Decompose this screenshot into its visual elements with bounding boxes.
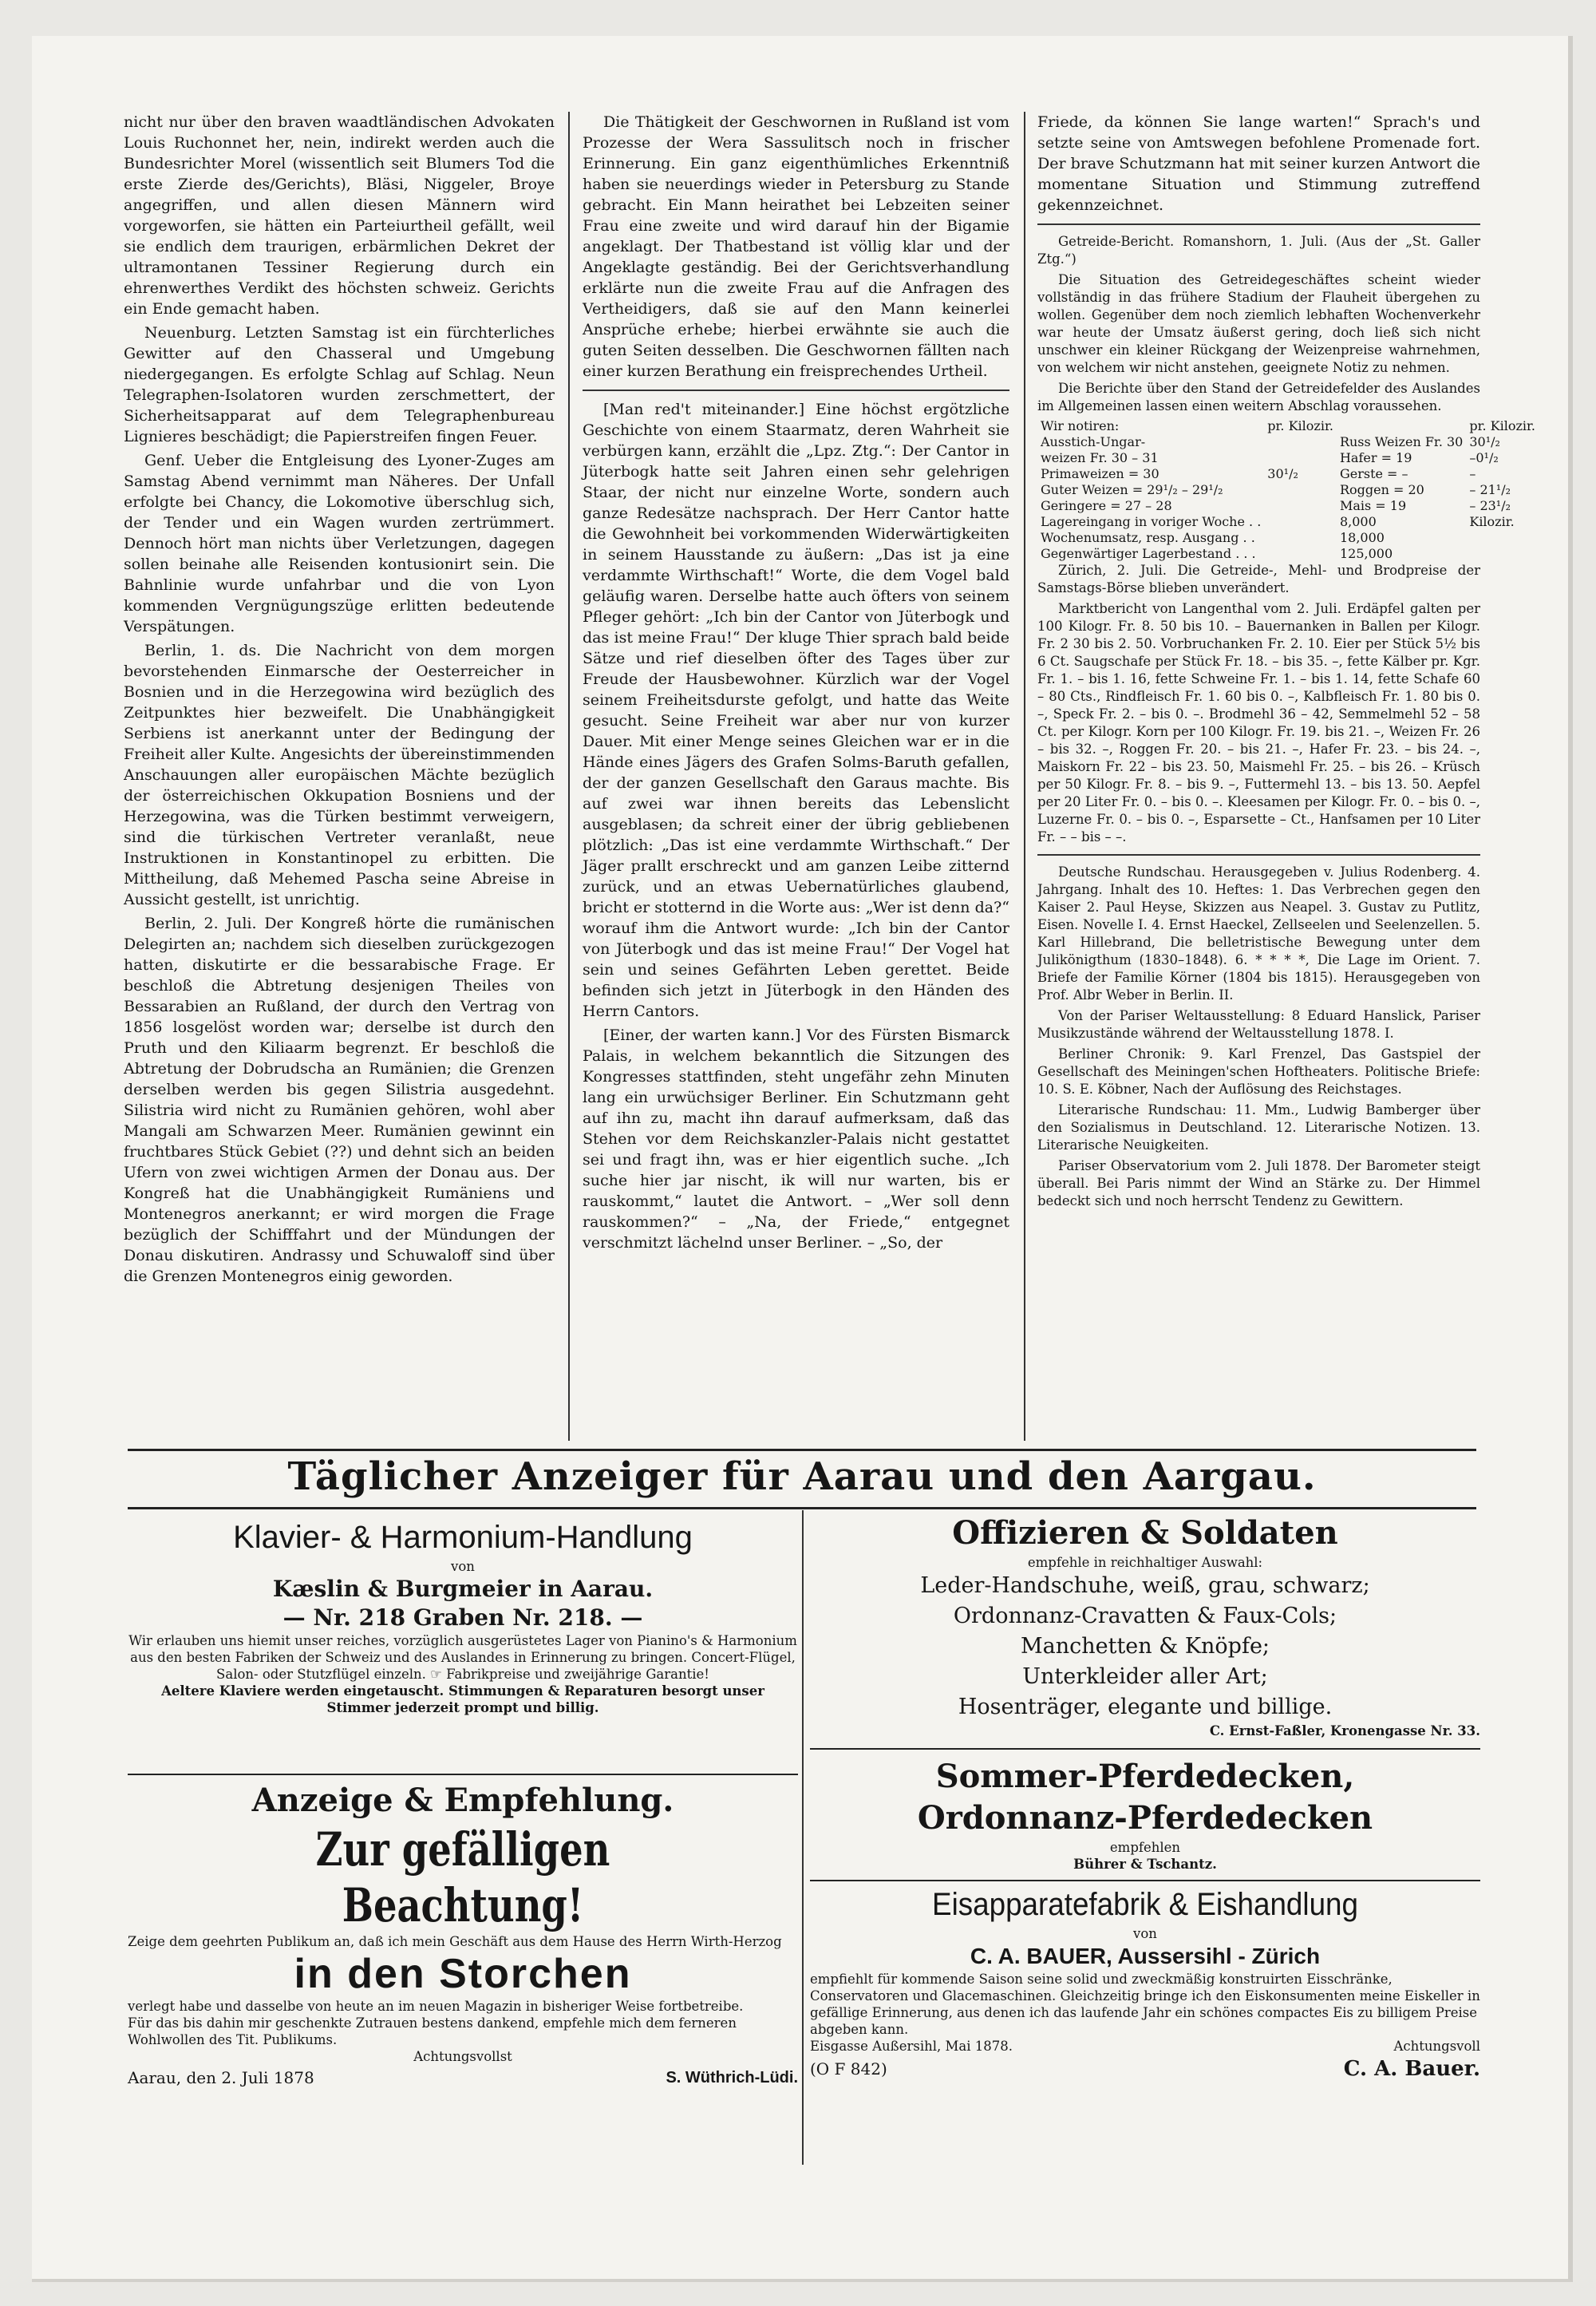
article-divider	[1037, 854, 1480, 856]
article-paragraph: nicht nur über den braven waadtländischen Advokaten Louis Ruchonnet her, nein, indirekt werden auch die Bundesrichter Morel (wissentlich seit Blumers Tod die erste Zierde des/Gerichts), Bläsi, Niggeler, Broye angegriffen, und allen diesen Männern wird vorgeworfen, sie hätten ein Parteiurtheil gefällt, weil sie endlich dem traurigen, erbärmlichen Dekret der ultramontanen Tessiner Regierung durch ein ehrenwerthes Verdikt des höchsten schweiz. Gerichts ein Ende gemacht haben.	[124, 113, 555, 318]
table-header-row	[1037, 418, 1539, 434]
ad-firm: C. A. BAUER, Aussersihl - Zürich	[970, 1944, 1321, 1968]
table-cell	[1466, 530, 1539, 546]
table-cell	[1264, 434, 1337, 450]
table-cell: weizen Fr. 30 – 31	[1041, 450, 1159, 465]
grain-report-text: Die Situation des Getreidegeschäftes scheint wieder vollständig in das frühere Stadium der Flauheit übergehen zu wollen. Gegenüber dem noch ziemlich lebhaften Wochenverkehr war heute der Umsatz äußerst gering, doch ließ sich nicht unschwer ein kleiner Rückgang der Weizenpreise wahrnehmen, von welchem wir nicht anstehen, geeignete Notiz zu nehmen.	[1037, 272, 1480, 375]
article-paragraph: Friede, da können Sie lange warten!“ Sprach's und setzte seine von Amtswegen befohlene Promenade fort. Der brave Schutzmann hat mit seiner kurzen Antwort die momentane Situation und Stimmung zutreffend gekennzeichnet.	[1037, 113, 1480, 214]
article-paragraph: [Man red't miteinander.] Eine höchst ergötzliche Geschichte von einem Staarmatz, deren Wahrheit sie verbürgen kann, erzählt die „Lpz. Ztg.“: Der Cantor in Jüterbogk hatte seit Jahren einen sehr gelehrigen Staar, der nicht nur einzelne Worte, sondern auch ganze Redesätze nachsprach. Der Herr Cantor hatte die Gewohnheit bei vorkommenden Widerwärtigkeiten in seinem Hausstande zu äußern: „Das ist ja eine verdammte Wirthschaft!“ Worte, die dem Vogel bald geläufig waren. Derselbe hatte auch öfters von seinem Pfleger gehört: „Ich bin der Cantor von Jüterbogk und das ist meine Frau!“ Der kluge Thier sprach bald beide Sätze und rief dieselben öfter des Tages über zur Freude der Hausbewohner. Kürzlich war der Vogel seinem Freiheitsdurste gefolgt, und hatte das Weite gesucht. Seine Freiheit war aber nur von kurzer Dauer. Mit einer Menge seines Gleichen war er in die Hände eines Jägers des Grafen Solms-Baruth gefallen, der der ganzen Gesellschaft den Garaus machte. Bis auf zwei war ihnen bereits das Lebenslicht ausgeblasen; da schreit einer der übrig gebliebenen plötzlich: „Das ist eine verdammte Wirthschaft.“ Der Jäger prallt erschreckt und am ganzen Leibe zitternd zurück, und an etwas Uebernatürliches glaubend, bricht er stotternd in die Worte aus: „Wer ist denn da?“ worauf ihm die Antwort wurde: „Ich bin der Cantor von Jüterbogk und das ist meine Frau!“ Der Vogel hat sein und seines Gefährten Leben gerettet. Beide befinden sich jetzt in Jüterbogk in den Händen des Herrn Cantors.	[583, 401, 1009, 1020]
table-row	[1037, 546, 1539, 562]
table-cell: –0¹/₂	[1469, 450, 1499, 465]
table-cell: Geringere = 27 – 28	[1041, 498, 1172, 513]
ad-rule	[810, 1880, 1480, 1881]
observatory-report: Pariser Observatorium vom 2. Juli 1878. Der Barometer steigt überall. Bei Paris nimmt der Wind an Stärke zu. Der Himmel bedeckt sich und noch herrscht Tendenz zu Gewittern.	[1037, 1158, 1480, 1208]
ad-rule	[810, 1748, 1480, 1750]
table-cell: Gerste = –	[1339, 466, 1408, 481]
grain-report-heading: Getreide-Bericht. Romanshorn, 1. Juli. (Aus der „St. Galler Ztg.“)	[1037, 234, 1480, 267]
banner-rule-bottom	[128, 1507, 1476, 1509]
price-table	[1037, 418, 1539, 562]
table-row	[1037, 514, 1539, 530]
banner-rule-top	[128, 1449, 1476, 1451]
ad-signature: C. A. Bauer.	[1343, 2057, 1480, 2081]
column-left	[124, 112, 555, 1290]
table-row	[1037, 498, 1539, 514]
table-cell: Mais = 19	[1339, 498, 1407, 513]
ad-offiziere	[810, 1513, 1480, 1739]
table-cell: Guter Weizen = 29¹/₂ – 29¹/₂	[1041, 482, 1223, 497]
ad-von: von	[451, 1559, 475, 1574]
table-cell	[1264, 498, 1337, 514]
table-cell	[1264, 482, 1337, 498]
table-cell: Ausstich-Ungar-	[1041, 434, 1146, 449]
ad-pferdedecken	[810, 1756, 1480, 1873]
ad-signature: C. Ernst-Faßler, Kronengasse Nr. 33.	[1209, 1723, 1480, 1738]
ad-text: verlegt habe und dasselbe von heute an im neuen Magazin in bisheriger Weise fortbetreibe.	[128, 1999, 744, 2014]
table-row	[1037, 482, 1539, 498]
table-header-cell	[1337, 418, 1466, 434]
column-divider	[568, 112, 570, 1441]
ad-title: Offizieren & Soldaten	[952, 1514, 1338, 1552]
advertiser-banner: Täglicher Anzeiger für Aarau und den Aargau.	[287, 1454, 1317, 1499]
table-cell: Kilozir.	[1469, 514, 1515, 529]
table-cell	[1264, 546, 1337, 562]
table-cell: Roggen = 20	[1339, 482, 1424, 497]
table-cell: Primaweizen = 30	[1041, 466, 1159, 481]
article-paragraph: Genf. Ueber die Entgleisung des Lyoner-Zuges am Samstag Abend vernimmt man Näheres. Der Unfall erfolgte bei Chancy, die Lokomotive überschlug sich, der Tender und ein Wagen wurden zertrümmert. Dennoch hört man nichts über Verletzungen, dagegen sollen beinahe alle Reisenden kontusionirt sein. Die Bahnlinie wurde unfahrbar und die von Lyon kommenden Vergnügungszüge erlitten bedeutende Verspätungen.	[124, 452, 555, 635]
grain-report-text: Die Berichte über den Stand der Getreidefelder des Auslandes im Allgemeinen lassen einen weitern Abschlag voraussehen.	[1037, 381, 1480, 413]
table-cell: 18,000	[1339, 530, 1385, 545]
rundschau-text: Von der Pariser Weltausstellung: 8 Eduard Hanslick, Pariser Musikzustände während der Weltausstellung 1878. I.	[1037, 1008, 1480, 1041]
ad-firm: Kæslin & Burgmeier in Aarau.	[272, 1576, 654, 1602]
ad-text: Aeltere Klaviere werden eingetauscht. Stimmungen & Reparaturen besorgt unser Stimmer jederzeit prompt und billig.	[161, 1683, 764, 1715]
ad-text: Wir erlauben uns hiemit unser reiches, vorzüglich ausgerüstetes Lager von Pianino's & Harmonium aus den besten Fabriken der Schweiz und des Auslandes in Erinnerung zu bringen. Concert-Flügel, Salon- oder Stutzflügel einzeln. ☞ Fabrikpreise und zweijährige Garantie!	[128, 1633, 797, 1682]
ad-anzeige	[128, 1780, 798, 2087]
ad-title: Sommer-Pferdedecken,	[935, 1758, 1355, 1795]
ad-signature: Bührer & Tschantz.	[1073, 1857, 1217, 1872]
ad-title: Anzeige & Empfehlung.	[251, 1782, 674, 1819]
article-paragraph: [Einer, der warten kann.] Vor des Fürsten Bismarck Palais, in welchem bekanntlich die Sitzungen des Kongresses stattfinden, steht ungefähr zehn Minuten lang ein urwüchsiger Berliner. Ein Schutzmann geht auf ihn zu, macht ihn darauf aufmerksam, daß das Stehen vor dem Reichskanzler-Palais nicht gestattet sei und fragt ihn, was er hier eigentlich suche. „Ich suche hier jar nischt, ik will nur warten, bis er rauskommt,“ lautet die Antwort. – „Wer soll denn rauskommen?“ – „Na, der Friede,“ entgegnet verschmitzt lächelnd unser Berliner. – „So, der	[583, 1026, 1009, 1252]
column-middle	[583, 112, 1009, 1256]
table-row	[1037, 434, 1539, 450]
ad-place: Aarau, den 2. Juli 1878	[128, 2068, 314, 2087]
ad-place: Eisgasse Außersihl, Mai 1878.	[810, 2039, 1013, 2054]
table-cell: 8,000	[1339, 514, 1377, 529]
ad-line: Leder-Handschuhe, weiß, grau, schwarz;	[920, 1573, 1370, 1598]
ad-von: von	[1133, 1926, 1157, 1941]
ad-headline: in den Storchen	[294, 1951, 632, 1997]
table-cell: 30¹/₂	[1267, 466, 1298, 481]
ad-text: empfiehlt für kommende Saison seine solid und zweckmäßig konstruirten Eisschränke, Conservatoren und Glacemaschinen. Gleichzeitig bringe ich den Eiskonsumenten meine Eiskeller in gefällige Erinnerung, aus denen ich das laufende Jahr ein schönes compactes Eis zu billigem Preise abgeben kann.	[810, 1972, 1480, 2037]
table-row	[1037, 466, 1539, 482]
table-cell	[1264, 450, 1337, 466]
rundschau-text: Berliner Chronik: 9. Karl Frenzel, Das Gastspiel der Gesellschaft des Meiningen'schen Hoftheaters. Politische Briefe: 10. S. E. Köbner, Nach der Auflösung des Reichstages.	[1037, 1046, 1480, 1097]
table-cell: 125,000	[1339, 546, 1393, 561]
table-header-cell: pr. Kilozir.	[1267, 418, 1333, 433]
table-cell: Russ Weizen Fr. 30	[1339, 434, 1464, 449]
rundschau-text: Literarische Rundschau: 11. Mm., Ludwig Bamberger über den Sozialismus in Deutschland. 12. Literarische Notizen. 13. Literarische Neuigkeiten.	[1037, 1102, 1480, 1153]
ad-line: Manchetten & Knöpfe;	[1020, 1634, 1270, 1659]
ad-address: — Nr. 218 Graben Nr. 218. —	[282, 1604, 643, 1631]
article-paragraph: Die Thätigkeit der Geschwornen in Rußland ist vom Prozesse der Wera Sassulitsch noch in frischer Erinnerung. Ein ganz eigenthümliches Erkenntniß haben sie neuerdings wieder in Petersburg zu Stande gebracht. Ein Mann heirathet bei Lebzeiten seiner Frau eine zweite und wird darauf hin der Bigamie angeklagt. Der Thatbestand ist völlig klar und der Angeklagte geständig. Bei der Gerichtsverhandlung erklärte nun die zweite Frau auf die Anfragen des Vertheidigers, daß sie auf den Mann keinerlei Ansprüche erhebe; hierbei erwähnte sie auch die guten Seiten desselben. Die Geschwornen fällten nach einer kurzen Berathung ein freisprechendes Urtheil.	[583, 113, 1009, 380]
ad-rule	[128, 1774, 798, 1775]
table-cell: – 21¹/₂	[1469, 482, 1511, 497]
table-cell: Wochenumsatz, resp. Ausgang . .	[1041, 530, 1255, 545]
ads-divider	[802, 1510, 804, 2165]
ad-text: Für das bis dahin mir geschenkte Zutrauen bestens dankend, empfehle mich dem ferneren Wohlwollen des Tit. Publikums.	[128, 2015, 737, 2047]
ad-sub: empfehle in reichhaltiger Auswahl:	[1027, 1555, 1263, 1570]
table-cell	[1466, 546, 1539, 562]
table-cell: Lagereingang in voriger Woche . .	[1041, 514, 1262, 529]
table-header-cell: pr. Kilozir.	[1469, 418, 1536, 433]
table-cell: –	[1469, 466, 1476, 481]
article-divider	[583, 390, 1009, 391]
table-cell	[1264, 530, 1337, 546]
ad-signature: S. Wüthrich-Lüdi.	[666, 2069, 798, 2086]
ad-title: Eisapparatefabrik & Eishandlung	[932, 1887, 1358, 1922]
ad-line: Unterkleider aller Art;	[1022, 1664, 1268, 1689]
column-divider	[1024, 112, 1025, 1441]
ad-code: (O F 842)	[810, 2059, 887, 2079]
table-cell	[1264, 514, 1337, 530]
ad-line: Ordonnanz-Cravatten & Faux-Cols;	[953, 1604, 1337, 1628]
ad-line: Hosenträger, elegante und billige.	[958, 1695, 1333, 1719]
market-report: Marktbericht von Langenthal vom 2. Juli. Erdäpfel galten per 100 Kilogr. Fr. 8. 50 bis 10. – Bauernanken in Ballen per Kilogr. Fr. 2 30 bis 2. 50. Vorbruchanken Fr. 2. 10. Eier per Stück 5½ bis 6 Ct. Saugschafe per Stück Fr. 18. – bis 35. –, fette Kälber pr. Kgr. Fr. 1. – bis 1. 16, fette Schweine Fr. 1. – bis 1. 14, fette Schafe 60 – 80 Cts., Rindfleisch Fr. 1. 60 bis 0. –, Kalbfleisch Fr. 1. 80 bis 0. –, Speck Fr. 2. – bis 0. –. Brodmehl 36 – 42, Semmelmehl 52 – 58 Ct. per Kilogr. Korn per 100 Kilogr. Fr. 19. bis 21. –, Weizen Fr. 26 – bis 32. –, Roggen Fr. 20. – bis 21. –, Hafer Fr. 23. – bis 24. –, Maiskorn Fr. 22 – bis 23. 50, Maismehl Fr. 25. – bis 26. – Krüsch per 50 Kilogr. Fr. 8. – bis 9. –, Futtermehl 13. – bis 13. 50. Aepfel per 20 Liter Fr. 0. – bis 0. –. Kleesamen per Kilogr. Fr. 0. – bis 0. –, Luzerne Fr. 0. – bis 0. –, Esparsette – Ct., Hanfsamen per 10 Liter Fr. – – bis – –.	[1037, 601, 1480, 844]
rundschau-text: Deutsche Rundschau. Herausgegeben v. Julius Rodenberg. 4. Jahrgang. Inhalt des 10. Heftes: 1. Das Verbrechen gegen den Kaiser 2. Paul Heyse, Skizzen aus Neapel. 3. Gustav zu Putlitz, Eisen. Novelle I. 4. Ernst Haeckel, Zellseelen und Seelenzellen. 5. Karl Hillebrand, Die belletristische Bewegung unter dem Julikönigthum (1830–1848). 6. * * * *, Die Lage im Orient. 7. Briefe der Familie Körner (1804 bis 1815). Herausgegeben von Prof. Albr Weber in Berlin. II.	[1037, 864, 1480, 1003]
ad-closing: Achtungsvoll	[1393, 2039, 1480, 2054]
ad-text: Zeige dem geehrten Publikum an, daß ich mein Geschäft aus dem Hause des Herrn Wirth-Herzog	[128, 1934, 782, 1949]
table-row	[1037, 450, 1539, 466]
table-row	[1037, 530, 1539, 546]
ad-klavier	[128, 1517, 798, 1716]
table-header-cell: Wir notiren:	[1041, 418, 1120, 433]
ad-closing: Achtungsvollst	[413, 2049, 512, 2064]
article-paragraph: Berlin, 1. ds. Die Nachricht von dem morgen bevorstehenden Einmarsche der Oesterreicher in Bosnien und in die Herzegowina wird bezüglich des Zeitpunktes hier bezweifelt. Die Unabhängigkeit Serbiens ist anerkannt unter der Bedingung der Freiheit aller Kulte. Angesichts der übereinstimmenden Anschauungen aller europäischen Mächte bezüglich der österreichischen Okkupation Bosniens und der Herzegowina, was die Türken bestimmt verweigern, sind die türkischen Vertreter veranlaßt, neue Instruktionen in Konstantinopel zu erbitten. Die Mittheilung, daß Mehemed Pascha seine Abreise in Aussicht gestellt, ist unrichtig.	[124, 642, 555, 908]
ad-title: Ordonnanz-Pferdedecken	[917, 1799, 1373, 1837]
ad-title: Klavier- & Harmonium-Handlung	[233, 1520, 693, 1555]
zurich-report: Zürich, 2. Juli. Die Getreide-, Mehl- und Brodpreise der Samstags-Börse blieben unverändert.	[1037, 563, 1480, 595]
table-cell: – 23¹/₂	[1469, 498, 1511, 513]
table-cell: Hafer = 19	[1339, 450, 1412, 465]
article-paragraph: Berlin, 2. Juli. Der Kongreß hörte die rumänischen Delegirten an; nachdem sich dieselben zurückgezogen hatten, diskutirte er die bessarabische Frage. Er beschloß die Abtretung desjenigen Theiles von Bessarabien an Rußland, der durch den Vertrag von 1856 losgelöst worden war; derselbe ist durch den Pruth und den Kiliaarm begrenzt. Er beschloß die Abtretung der Dobrudscha an Rumänien; die Grenzen derselben werden bis gegen Silistria ausgedehnt. Silistria wird nicht zu Rumänien gehören, wohl aber Mangali am Schwarzen Meer. Rumänien gewinnt ein fruchtbares Stück Gebiet (??) und dehnt sich an beiden Ufern von zwei wichtigen Armen der Donau aus. Der Kongreß hat die Unabhängigkeit Rumäniens und Montenegros anerkannt; er wird morgen die Frage bezüglich der Schifffahrt und der Mündungen der Donau diskutiren. Andrassy und Schuwaloff sind über die Grenzen Montenegros einig geworden.	[124, 915, 555, 1285]
ad-eisapparate	[810, 1884, 1480, 2079]
article-divider	[1037, 223, 1480, 225]
column-right	[1037, 112, 1536, 1213]
ad-sub: empfehlen	[1109, 1840, 1181, 1855]
table-cell: Gegenwärtiger Lagerbestand . . .	[1041, 546, 1256, 561]
ad-headline: Zur gefälligen Beachtung!	[315, 1822, 610, 1932]
table-cell: 30¹/₂	[1469, 434, 1500, 449]
article-paragraph: Neuenburg. Letzten Samstag ist ein fürchterliches Gewitter auf den Chasseral und Umgebung niedergegangen. Es erfolgte Schlag auf Schlag. Neun Telegraphen-Isolatoren wurden zerschmettert, der Sicherheitsapparat auf dem Telegraphenbureau Lignieres beschädigt; die Papierstreifen fingen Feuer.	[124, 324, 555, 445]
